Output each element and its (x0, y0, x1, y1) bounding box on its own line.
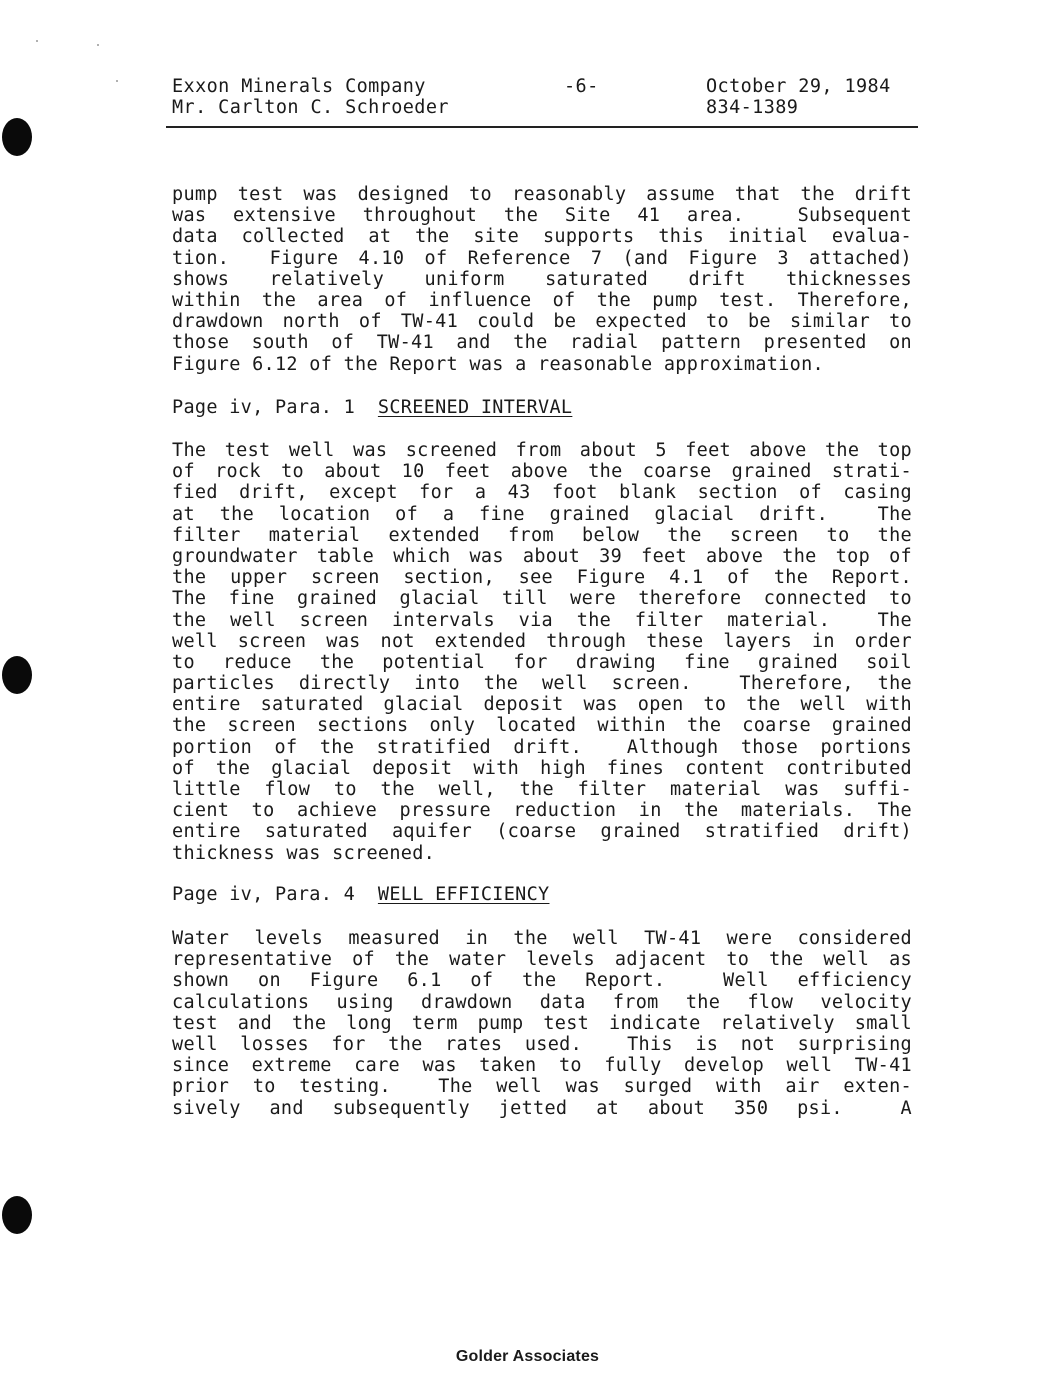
text-line: to reduce the potential for drawing fine grained soil (172, 651, 912, 673)
text-line: shown on Figure 6.1 of the Report. Well efficiency (172, 970, 912, 992)
text-line: the well screen intervals via the filter material. The (172, 609, 912, 631)
text-line: those south of TW-41 and the radial pattern presented on (172, 332, 912, 354)
footer-company-name: Golder Associates (455, 1348, 600, 1365)
text-line: at the location of a fine grained glacial drift. The (172, 503, 912, 525)
section-reference: Page iv, Para. 1 (172, 397, 356, 418)
text-line: groundwater table which was about 39 feet above the top of (172, 545, 912, 567)
section-heading-screened-interval (172, 397, 572, 418)
text-line: prior to testing. The well was surged with air exten- (172, 1076, 912, 1098)
text-line: the upper screen section, see Figure 4.1 of the Report. (172, 567, 912, 589)
punch-hole (2, 118, 32, 156)
paragraph-well-efficiency (172, 928, 912, 1119)
text-line: entire saturated aquifer (coarse grained stratified drift) (172, 821, 912, 843)
header-reference: 834-1389 (706, 97, 799, 118)
text-line: sively and subsequently jetted at about 350 psi. A (172, 1097, 912, 1119)
text-line: tion. Figure 4.10 of Reference 7 (and Figure 3 attached) (172, 247, 912, 269)
header-company: Exxon Minerals Company (172, 76, 426, 97)
punch-hole (2, 656, 32, 694)
text-line: thickness was screened. (172, 842, 436, 864)
text-line: since extreme care was taken to fully develop well TW-41 (172, 1055, 912, 1077)
text-line: shows relatively uniform saturated drift thicknesses (172, 268, 912, 290)
text-line: portion of the stratified drift. Although those portions (172, 736, 912, 758)
text-line: well losses for the rates used. This is not surprising (172, 1033, 912, 1055)
text-line: well screen was not extended through these layers in order (172, 630, 912, 652)
text-line: of the glacial deposit with high fines content contributed (172, 757, 912, 779)
text-line: the screen sections only located within the coarse grained (172, 715, 912, 737)
text-line: particles directly into the well screen. Therefore, the (172, 673, 912, 695)
header-recipient: Mr. Carlton C. Schroeder (172, 97, 449, 118)
text-line: Water levels measured in the well TW-41 were considered (172, 928, 912, 949)
text-line: cient to achieve pressure reduction in the materials. The (172, 800, 912, 822)
section-heading-well-efficiency (172, 884, 549, 905)
text-line: calculations using drawdown data from the flow velocity (172, 991, 912, 1013)
text-line: little flow to the well, the filter material was suffi- (172, 779, 912, 800)
paragraph-screened-interval (172, 440, 912, 864)
section-reference: Page iv, Para. 4 (172, 884, 356, 905)
text-line: within the area of influence of the pump test. Therefore, (172, 289, 912, 311)
text-line: pump test was designed to reasonably assume that the drift (172, 184, 912, 205)
scan-speck (36, 40, 38, 42)
punch-hole (2, 1196, 32, 1234)
text-line: The test well was screened from about 5 feet above the top (172, 440, 912, 461)
page-header (172, 76, 918, 118)
text-line: drawdown north of TW-41 could be expected to be similar to (172, 311, 912, 333)
text-line: representative of the water levels adjacent to the well as (172, 949, 912, 971)
text-line: data collected at the site supports this initial evalua- (172, 226, 912, 248)
text-line: entire saturated glacial deposit was open to the well with (172, 694, 912, 716)
header-divider (166, 126, 918, 128)
scan-speck (116, 80, 118, 82)
text-line: test and the long term pump test indicate relatively small (172, 1012, 912, 1034)
header-date: October 29, 1984 (706, 76, 891, 97)
text-line: fied drift, except for a 43 foot blank section of casing (172, 482, 912, 504)
section-title: SCREENED INTERVAL (377, 397, 573, 418)
text-line: of rock to about 10 feet above the coarse grained strati- (172, 461, 912, 483)
text-line: The fine grained glacial till were therefore connected to (172, 588, 912, 610)
text-line: was extensive throughout the Site 41 area. Subsequent (172, 205, 912, 227)
section-title: WELL EFFICIENCY (377, 884, 550, 905)
header-page-number: -6- (564, 76, 599, 97)
text-line: Figure 6.12 of the Report was a reasonable approximation. (172, 353, 824, 375)
text-line: filter material extended from below the screen to the (172, 524, 912, 546)
paragraph-pump-test (172, 184, 912, 375)
scan-speck (97, 44, 99, 46)
